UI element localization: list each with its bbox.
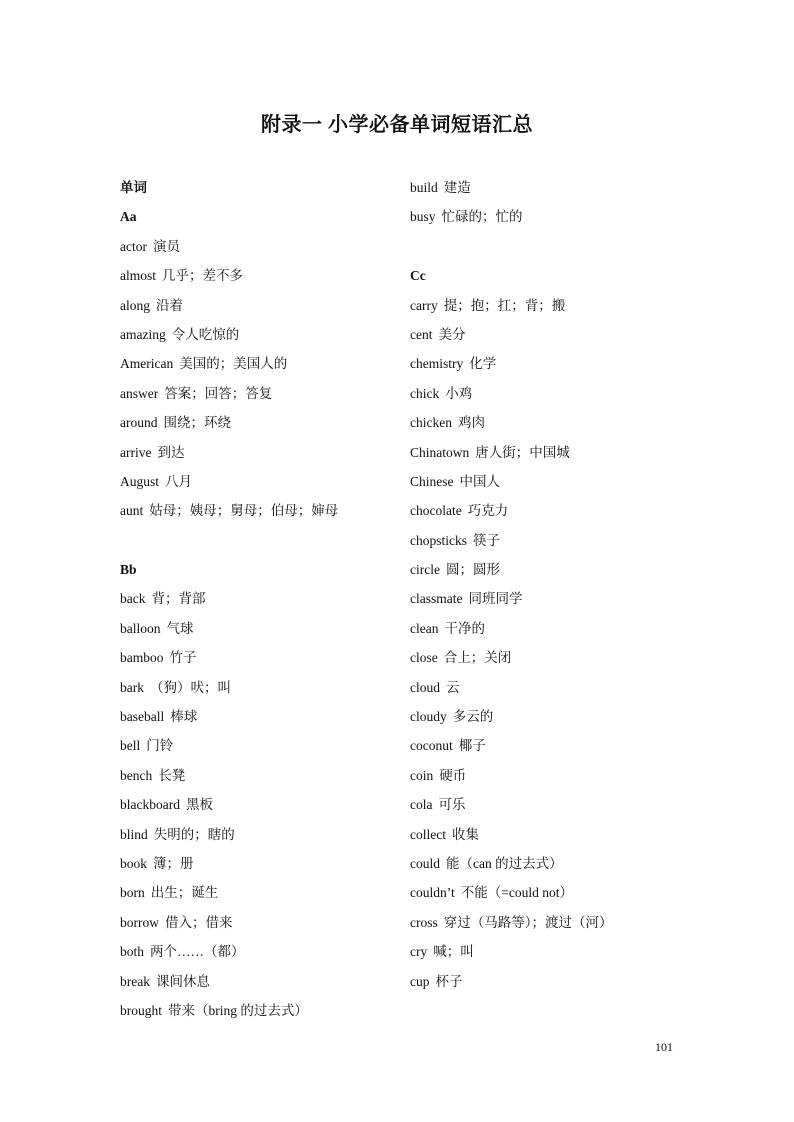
left-column	[120, 173, 400, 1025]
vocab-entry	[410, 291, 690, 320]
vocab-meaning: 化学	[469, 356, 497, 372]
vocab-word: bench	[120, 767, 153, 783]
vocab-entry	[120, 673, 400, 702]
vocab-entry	[120, 438, 400, 467]
vocab-entry	[410, 908, 690, 937]
vocab-meaning: 小鸡	[445, 385, 473, 401]
section-heading: 单词	[120, 180, 147, 195]
vocab-word: build	[410, 180, 438, 195]
vocab-word: classmate	[410, 591, 463, 607]
vocab-meaning: 竹子	[169, 650, 197, 666]
vocab-word: chick	[410, 385, 440, 401]
vocab-meaning: 不能（=could not）	[460, 885, 573, 901]
vocab-word: chicken	[410, 415, 452, 431]
page-number: 101	[655, 1040, 673, 1054]
vocab-word: bark	[120, 679, 144, 695]
vocab-meaning: 黑板	[185, 797, 213, 813]
vocab-entry	[120, 379, 400, 408]
page-title: 附录一 小学必备单词短语汇总	[261, 114, 533, 136]
vocab-entry	[410, 731, 690, 760]
vocab-meaning: 美分	[438, 326, 466, 342]
vocab-entry	[410, 496, 690, 525]
vocab-word: August	[120, 473, 160, 489]
vocab-entry	[120, 349, 400, 378]
vocab-entry	[120, 996, 400, 1025]
vocab-word: amazing	[120, 326, 166, 342]
vocab-word: carry	[410, 297, 438, 313]
vocab-entry	[410, 702, 690, 731]
vocab-meaning: 姑母；姨母；舅母；伯母；婶母	[149, 503, 339, 519]
vocab-meaning: 令人吃惊的	[171, 326, 240, 342]
vocab-meaning: 建造	[443, 180, 471, 195]
vocab-meaning: 簿；册	[153, 855, 194, 871]
vocab-word: borrow	[120, 914, 159, 930]
vocab-entry	[410, 584, 690, 613]
vocab-meaning: 合上；关闭	[443, 650, 512, 666]
vocab-entry	[120, 967, 400, 996]
vocab-word: bamboo	[120, 650, 164, 666]
vocab-entry	[410, 878, 690, 907]
vocab-meaning: 演员	[152, 238, 180, 254]
vocab-entry	[410, 320, 690, 349]
vocab-entry	[120, 496, 400, 525]
vocab-word: cola	[410, 797, 433, 813]
vocab-word: actor	[120, 238, 147, 254]
right-column	[410, 173, 690, 996]
vocab-meaning: 借入；借来	[165, 914, 233, 930]
vocab-meaning: 出生；诞生	[150, 885, 219, 901]
vocab-entry	[120, 614, 400, 643]
vocab-entry	[120, 643, 400, 672]
spacer	[120, 526, 400, 555]
vocab-entry	[410, 761, 690, 790]
vocab-meaning: 背；背部	[151, 591, 206, 607]
vocab-meaning: 杯子	[435, 973, 463, 989]
section-heading: Cc	[410, 268, 426, 284]
vocab-meaning: 干净的	[444, 620, 485, 636]
vocab-word: close	[410, 650, 438, 666]
vocab-entry	[410, 673, 690, 702]
vocab-meaning: 两个……（都）	[150, 944, 245, 960]
vocab-word: chocolate	[410, 503, 462, 519]
vocab-word: busy	[410, 209, 436, 225]
vocab-entry	[410, 438, 690, 467]
vocab-word: balloon	[120, 620, 161, 636]
vocab-entry	[120, 584, 400, 613]
vocab-entry	[120, 731, 400, 760]
vocab-word: circle	[410, 562, 440, 578]
section-heading: Aa	[120, 209, 137, 225]
vocab-entry	[120, 320, 400, 349]
vocab-meaning: 棒球	[170, 709, 198, 725]
vocab-entry	[120, 878, 400, 907]
vocab-entry	[410, 349, 690, 378]
vocab-meaning: 长凳	[158, 767, 186, 783]
vocab-entry	[120, 761, 400, 790]
vocab-meaning: 失明的；瞎的	[153, 826, 235, 842]
vocab-entry	[410, 614, 690, 643]
vocab-meaning: 门铃	[146, 738, 174, 754]
vocab-meaning: 鸡肉	[457, 415, 485, 431]
vocab-word: arrive	[120, 444, 152, 460]
vocab-entry	[410, 526, 690, 555]
vocab-meaning: 收集	[451, 826, 479, 842]
vocab-word: cup	[410, 973, 430, 989]
vocab-entry	[410, 202, 690, 231]
vocab-word: couldn’t	[410, 885, 455, 901]
vocab-word: Chinese	[410, 473, 454, 489]
vocab-word: coconut	[410, 738, 453, 754]
vocab-meaning: （狗）吠；叫	[150, 679, 231, 695]
vocab-entry	[120, 849, 400, 878]
vocab-entry	[120, 291, 400, 320]
vocab-entry	[120, 232, 400, 261]
vocab-meaning: 八月	[165, 473, 193, 489]
vocab-word: Chinatown	[410, 444, 470, 460]
vocab-meaning: 答案；回答；答复	[164, 385, 273, 401]
spacer	[410, 232, 690, 261]
vocab-word: American	[120, 356, 174, 372]
vocab-word: back	[120, 591, 146, 607]
vocab-word: blind	[120, 826, 148, 842]
vocab-entry	[410, 379, 690, 408]
vocab-word: around	[120, 415, 158, 431]
vocab-entry	[120, 908, 400, 937]
vocab-meaning: 提；抱；扛；背；搬	[443, 297, 566, 313]
vocab-entry	[120, 937, 400, 966]
vocab-word: along	[120, 297, 150, 313]
vocab-word: cloudy	[410, 709, 447, 725]
vocab-entry	[410, 173, 690, 202]
vocab-entry	[410, 467, 690, 496]
vocab-word: break	[120, 973, 150, 989]
vocab-meaning: 沿着	[156, 297, 183, 313]
vocab-meaning: 能（can 的过去式）	[446, 855, 563, 871]
vocab-meaning: 硬币	[439, 767, 467, 783]
vocab-entry	[410, 408, 690, 437]
vocab-entry	[120, 790, 400, 819]
vocab-entry	[410, 820, 690, 849]
vocab-meaning: 椰子	[458, 738, 486, 754]
vocab-word: brought	[120, 1002, 162, 1018]
vocab-entry	[410, 643, 690, 672]
vocab-meaning: 中国人	[459, 473, 500, 489]
vocab-word: cloud	[410, 679, 440, 695]
vocab-entry	[120, 408, 400, 437]
vocab-meaning: 云	[446, 679, 460, 695]
vocab-word: coin	[410, 767, 434, 783]
vocab-meaning: 可乐	[438, 797, 466, 813]
vocab-word: chemistry	[410, 356, 464, 372]
vocab-word: answer	[120, 385, 159, 401]
vocab-word: bell	[120, 738, 141, 754]
vocab-word: chopsticks	[410, 532, 467, 548]
vocab-meaning: 同班同学	[468, 591, 523, 607]
vocab-meaning: 带来（bring 的过去式）	[168, 1002, 308, 1018]
vocab-meaning: 巧克力	[467, 503, 509, 519]
vocab-meaning: 唐人街；中国城	[475, 444, 570, 460]
vocab-entry	[120, 467, 400, 496]
vocab-meaning: 忙碌的；忙的	[441, 209, 523, 225]
vocab-word: born	[120, 885, 145, 901]
vocab-word: book	[120, 855, 147, 871]
vocab-entry	[410, 555, 690, 584]
section-heading: Bb	[120, 562, 137, 578]
vocab-word: cent	[410, 326, 433, 342]
vocab-word: blackboard	[120, 797, 180, 813]
vocab-entry	[410, 967, 690, 996]
vocab-entry	[410, 849, 690, 878]
vocab-word: aunt	[120, 503, 144, 519]
vocab-meaning: 到达	[157, 444, 185, 460]
vocab-meaning: 课间休息	[155, 973, 210, 989]
vocab-word: baseball	[120, 709, 165, 725]
vocab-word: cross	[410, 914, 438, 930]
vocab-word: clean	[410, 620, 439, 636]
vocab-word: collect	[410, 826, 446, 842]
vocab-word: could	[410, 855, 440, 871]
vocab-meaning: 多云的	[452, 709, 494, 725]
vocab-entry	[120, 702, 400, 731]
vocab-meaning: 几乎；差不多	[162, 268, 243, 284]
vocab-meaning: 气球	[166, 620, 194, 636]
vocab-meaning: 穿过（马路等）；渡过（河）	[443, 914, 613, 930]
vocab-meaning: 喊；叫	[433, 944, 474, 960]
vocab-meaning: 圆；圆形	[445, 562, 500, 578]
vocab-word: cry	[410, 944, 428, 960]
vocab-entry	[410, 937, 690, 966]
vocab-meaning: 美国的；美国人的	[179, 356, 288, 372]
vocab-meaning: 围绕；环绕	[163, 415, 231, 431]
vocab-entry	[120, 261, 400, 290]
vocab-meaning: 筷子	[473, 532, 500, 548]
vocab-entry	[120, 820, 400, 849]
vocab-word: almost	[120, 268, 156, 284]
vocab-word: both	[120, 944, 145, 960]
vocab-entry	[410, 790, 690, 819]
